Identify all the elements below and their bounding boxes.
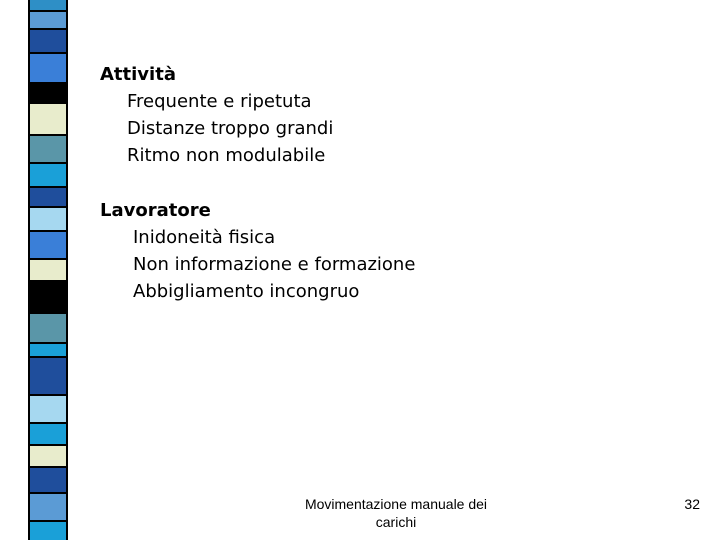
list-item: Inidoneità fisica	[133, 227, 276, 248]
footer-text: Movimentazione manuale dei carichi	[304, 496, 488, 530]
stripe	[30, 12, 66, 28]
section-title: Attività	[100, 64, 176, 85]
stripe	[30, 282, 66, 312]
stripe	[30, 164, 66, 186]
stripe	[30, 396, 66, 422]
section-attivita	[100, 61, 333, 169]
page-number: 32	[684, 496, 700, 512]
list-item: Frequente e ripetuta	[127, 91, 312, 112]
stripe	[30, 494, 66, 520]
stripe	[30, 232, 66, 258]
section-title: Lavoratore	[100, 200, 211, 221]
stripe	[30, 188, 66, 206]
stripe	[30, 344, 66, 356]
list-item: Abbigliamento incongruo	[133, 281, 360, 302]
stripe	[30, 314, 66, 342]
stripe	[30, 358, 66, 394]
list-item: Non informazione e formazione	[133, 254, 416, 275]
list-item: Distanze troppo grandi	[127, 118, 334, 139]
list-item: Ritmo non modulabile	[127, 145, 326, 166]
stripe	[30, 522, 66, 540]
stripe	[30, 0, 66, 10]
stripe	[30, 260, 66, 280]
stripe	[30, 84, 66, 102]
section-lavoratore	[100, 197, 415, 305]
stripe	[30, 136, 66, 162]
stripe	[30, 104, 66, 134]
stripe	[30, 468, 66, 492]
stripe	[30, 54, 66, 82]
stripe	[30, 30, 66, 52]
stripe	[30, 208, 66, 230]
stripe	[30, 424, 66, 444]
stripe	[30, 446, 66, 466]
decorative-stripe-bar	[28, 0, 68, 540]
